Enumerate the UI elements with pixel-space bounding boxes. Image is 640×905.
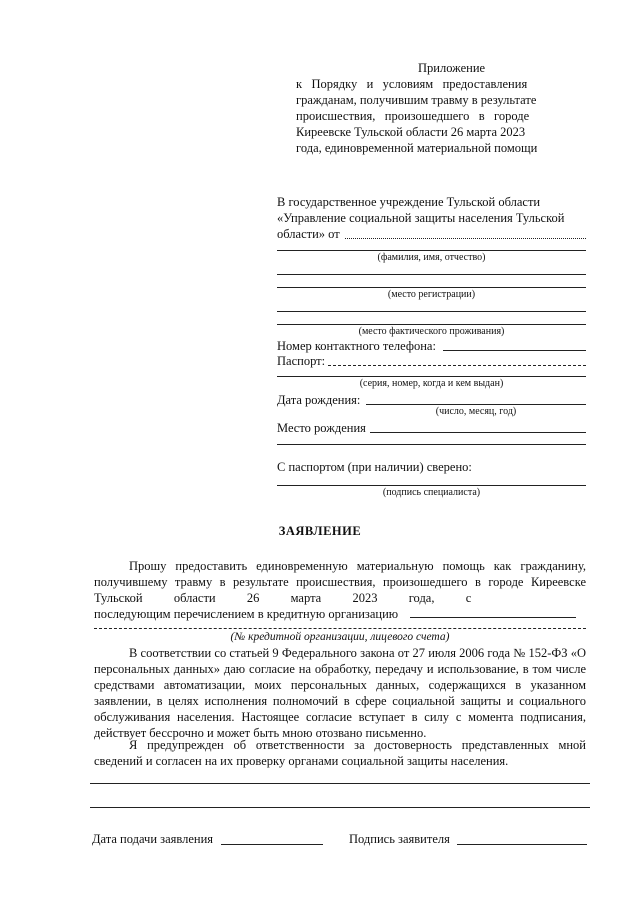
pob-field[interactable] (370, 432, 586, 433)
statement-line (94, 558, 586, 574)
statement-line: получившему травму в результате происшествия, произошедшего в городе Киреевске (94, 575, 586, 589)
dob-label: Дата рождения: (277, 393, 361, 407)
passport-caption: (серия, номер, когда и кем выдан) (359, 378, 504, 389)
addressee-line: В государственное учреждение Тульской области (277, 195, 541, 209)
specialist-caption: (подпись специалиста) (382, 487, 481, 498)
note-line[interactable] (90, 807, 590, 808)
passport-field[interactable] (328, 365, 586, 366)
residence-field[interactable] (277, 311, 586, 312)
note-line[interactable] (90, 783, 590, 784)
dob-field[interactable] (366, 404, 586, 405)
bank-field[interactable] (410, 617, 576, 618)
specialist-signature-field[interactable] (277, 485, 586, 486)
appendix-line: гражданам, получившим травму в результате (296, 93, 537, 107)
date-label: Дата подачи заявления (92, 832, 214, 846)
appendix-line: к Порядку и условиям предоставления (296, 77, 528, 91)
registration-caption: (место регистрации) (387, 289, 476, 300)
addressee-line: области» от (277, 227, 340, 241)
statement-title: ЗАЯВЛЕНИЕ (278, 524, 362, 538)
appendix-title: Приложение (418, 61, 486, 75)
statement-line: последующим перечислением в кредитную организацию (94, 607, 399, 621)
applicant-signature-field[interactable] (457, 844, 587, 845)
pob-field[interactable] (277, 444, 586, 445)
registration-field[interactable] (277, 274, 586, 275)
date-field[interactable] (221, 844, 323, 845)
passport-checked-label: С паспортом (при наличии) сверено: (277, 460, 472, 474)
dob-caption: (число, месяц, год) (435, 406, 517, 417)
residence-caption: (место фактического проживания) (358, 326, 505, 337)
statement-line-text: Прошу предоставить единовременную материальную помощь как гражданину, (129, 559, 586, 573)
phone-label: Номер контактного телефона: (277, 339, 436, 353)
bank-caption: (№ кредитной организации, лицевого счета) (230, 631, 450, 643)
passport-field[interactable] (277, 376, 586, 377)
appendix-text (296, 76, 586, 156)
pob-label: Место рождения (277, 421, 366, 435)
passport-label: Паспорт: (277, 354, 326, 368)
phone-field[interactable] (443, 350, 586, 351)
statement-line: Тульской области 26 марта 2023 года, с (94, 591, 472, 605)
appendix-line: года, единовременной материальной помощи (296, 141, 538, 155)
registration-field[interactable] (277, 287, 586, 288)
residence-field[interactable] (277, 324, 586, 325)
from-field[interactable] (345, 238, 586, 239)
consent-paragraph: В соответствии со статьей 9 Федерального закона от 27 июля 2006 года № 152-ФЗ «О персональных данных» даю согласие на обработку, передачу и использование, в том числе средствами автоматизации, моих персональных данных, содержащихся в указанном заявлении, в целях исполнения полномочий в сфере социальной защиты и социального обслуживания населения. Настоящее согласие вступает в силу с момента подписания, действует бессрочно и может быть мною отозвано письменно. (94, 646, 586, 740)
appendix-line: происшествия, произошедшего в городе (296, 109, 530, 123)
responsibility-paragraph: Я предупрежден об ответственности за достоверность представленных мной сведений и согласен на их проверку органами социальной защиты населения. (94, 738, 586, 768)
fio-field[interactable] (277, 250, 586, 251)
bank-field[interactable] (94, 628, 586, 629)
fio-caption: (фамилия, имя, отчество) (377, 252, 486, 263)
addressee-line: «Управление социальной защиты населения Тульской (277, 211, 565, 225)
appendix-line: Киреевске Тульской области 26 марта 2023 (296, 125, 526, 139)
signature-label: Подпись заявителя (349, 832, 450, 846)
